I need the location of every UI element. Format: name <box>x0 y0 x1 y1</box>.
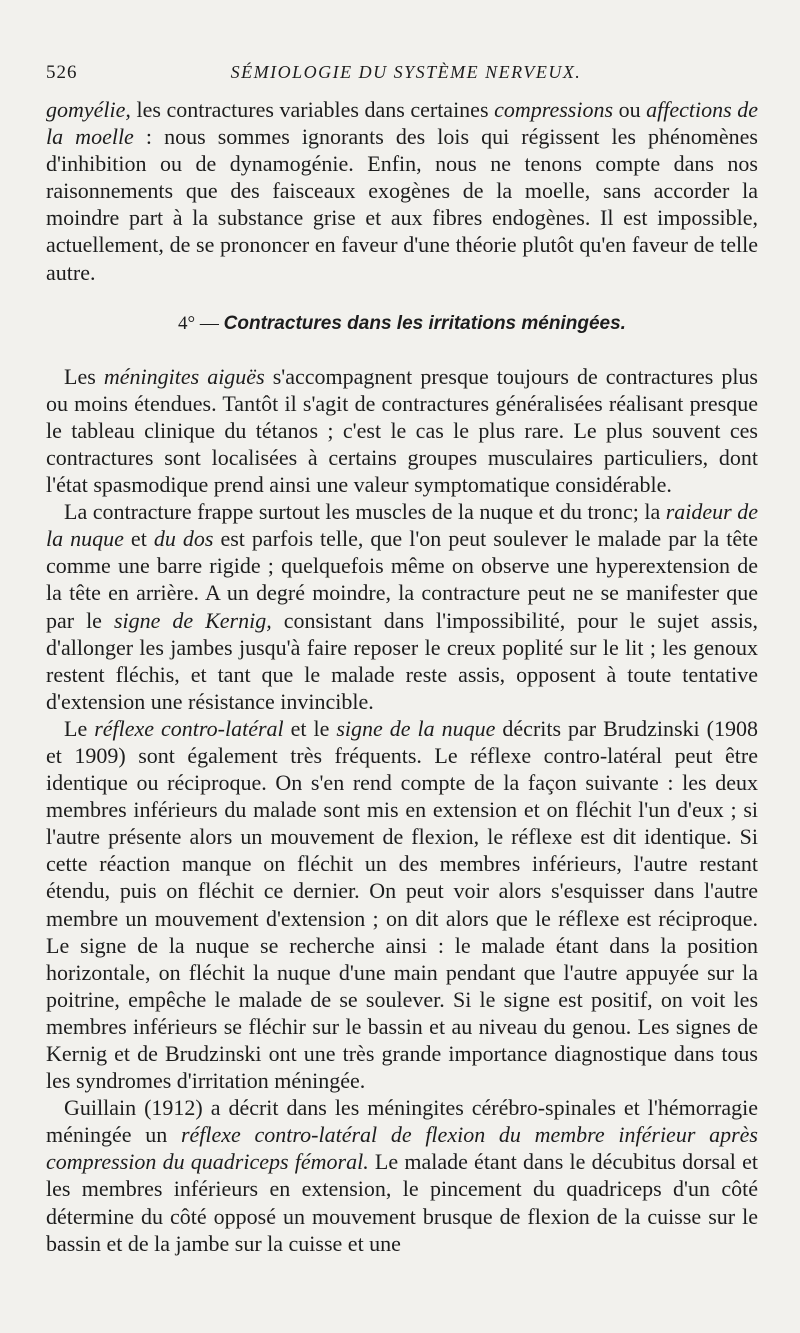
text-run: Guillain (1912) a décrit dans les méningites cérébro-spinales et l'hémorragie méningée un <box>46 1095 758 1148</box>
text-run: et le <box>283 715 337 741</box>
text-run: Le malade étant dans le décubitus dorsal et les membres inférieurs en extension, le pincement du quadriceps d'un côté détermine du côté opposé un mouvement brusque de flexion de la cuisse sur le bassin et de la jambe sur la cuisse et une <box>46 1149 758 1256</box>
italic-text: affections de la moelle <box>46 97 758 150</box>
page-body <box>46 96 758 1257</box>
italic-text: compressions <box>494 97 614 122</box>
text-run: La contracture frappe surtout les muscles de la nuque et du tronc; la <box>64 499 666 525</box>
text-run: est parfois telle, que l'on peut soulever le malade par la tête comme une barre rigide ; quelquefois même on observe une hyperextension de la tête en arrière. A un degré moindre, la contracture peut ne se manifester que par le <box>46 526 758 633</box>
section-heading <box>46 310 758 337</box>
italic-text: raideur de la nuque <box>46 499 758 552</box>
italic-text: signe de Kernig, <box>113 607 272 633</box>
spacer <box>46 286 758 310</box>
page-header <box>46 62 766 88</box>
section-title: Contractures dans les irritations méningées. <box>223 312 626 334</box>
text-run: Le <box>64 715 95 741</box>
italic-text: méningites aiguës <box>103 363 265 389</box>
italic-text: réflexe contro-latéral de flexion du membre inférieur après compression du quadriceps fémoral. <box>46 1122 758 1175</box>
text-run: consistant dans l'impossibilité, pour le sujet assis, d'allonger les jambes jusqu'à faire reposer le creux poplité sur le lit ; les genoux restent fléchis, et tant que le malade reste assis, opposent à toute tentative d'extension une résistance invincible. <box>46 607 758 714</box>
italic-text: signe de la nuque <box>336 715 496 741</box>
text-run: décrits par Brudzinski (1908 et 1909) sont également très fréquents. Le réflexe contro-latéral peut être identique ou réciproque. On s'en rend compte de la façon suivante : les deux membres inférieurs du malade sont mis en extension et on fléchit l'un d'eux ; si l'autre présente alors un mouvement de flexion, le réflexe est dit identique. Si cette réaction manque on fléchit un des membres inférieurs, l'autre restant étendu, puis on fléchit ce dernier. On peut voir alors s'esquisser dans l'autre membre un mouvement d'extension ; on dit alors que le réflexe est réciproque. Le signe de la nuque se recherche ainsi : le malade étant dans la position horizontale, on fléchit la nuque d'une main pendant que l'autre appuyée sur la poitrine, empêche le malade de se soulever. Si le signe est positif, on voit les membres inférieurs se fléchir sur le bassin et au niveau du genou. Les signes de Kernig et de Brudzinski ont une très grande importance diagnostique dans tous les syndromes d'irritation méningée. <box>46 715 758 1094</box>
spacer <box>46 337 758 363</box>
section-number: 4° <box>178 312 196 334</box>
paragraph-raideur <box>46 498 758 715</box>
text-run: et <box>123 526 154 552</box>
text-run: Les <box>64 363 104 389</box>
section-dash: — <box>195 312 224 334</box>
page-number: 526 <box>46 62 78 83</box>
running-title: SÉMIOLOGIE DU SYSTÈME NERVEUX. <box>230 62 582 82</box>
paragraph-brudzinski <box>46 715 758 1094</box>
paragraph-continuation <box>46 96 758 286</box>
text-run: s'accompagnent presque toujours de contractures plus ou moins étendues. Tantôt il s'agit de contractures généralisées réalisant presque le tableau clinique du tétanos ; c'est le cas le plus rare. Le plus souvent ces contractures sont localisées à certains groupes musculaires particuliers, dont l'état spasmodique prend ainsi une valeur symptomatique considérable. <box>46 363 758 498</box>
paragraph-guillain <box>46 1094 758 1257</box>
text-run: : nous sommes ignorants des lois qui régissent les phénomènes d'inhibition ou de dynamogénie. Enfin, nous ne tenons compte dans nos raisonnements que des faisceaux exogènes de la moelle, sans accorder la moindre part à la substance grise et aux fibres endogènes. Il est impossible, actuellement, de se prononcer en faveur d'une théorie plutôt qu'en faveur de telle autre. <box>46 124 758 285</box>
text-run: les contractures variables dans certaines <box>130 97 495 122</box>
italic-text: gomyélie, <box>46 97 131 122</box>
paragraph-meningites <box>46 363 758 498</box>
italic-text: du dos <box>153 526 214 552</box>
italic-text: réflexe contro-latéral <box>94 715 284 741</box>
text-run: ou <box>613 97 647 122</box>
